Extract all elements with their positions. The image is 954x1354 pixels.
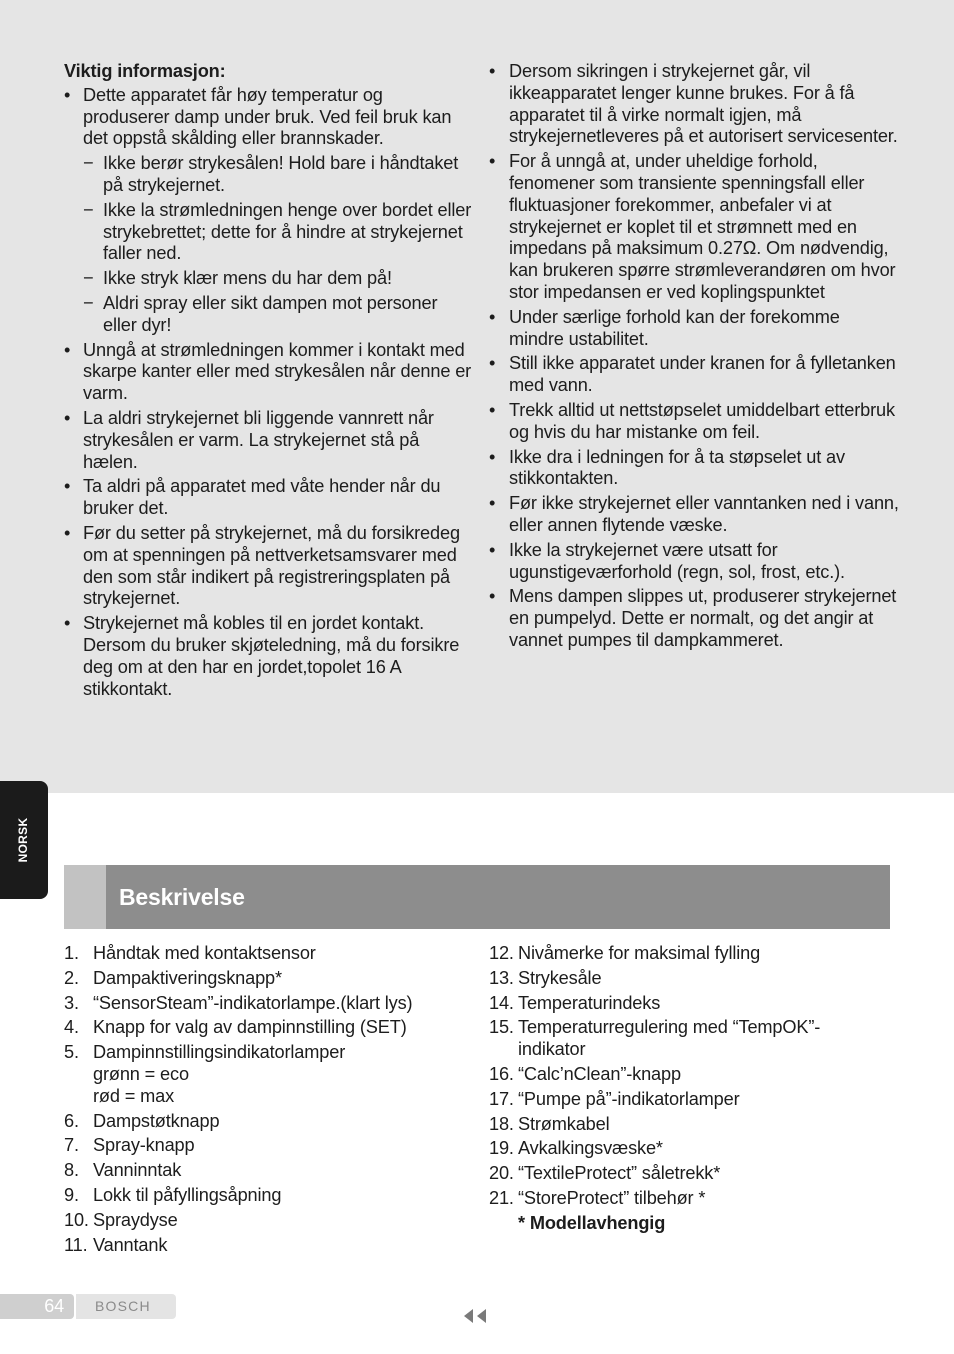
safety-subitem-text: Ikke berør strykesålen! Hold bare i håndtaket på strykejernet. <box>103 153 459 195</box>
bullet-mark: • <box>64 476 71 497</box>
part-label: Strykesåle <box>518 967 602 988</box>
parts-list-right <box>489 943 889 1210</box>
safety-list-left <box>64 85 474 701</box>
safety-item-text: Ikke dra i ledningen for å ta støpselet ut av stikkontakten. <box>509 446 845 489</box>
part-number: 18. <box>489 1113 514 1134</box>
bullet-mark: • <box>489 493 496 514</box>
safety-item-text: Dette apparatet får høy temperatur og produserer damp under bruk. Ved feil bruk kan det oppstå skålding eller brannskader. <box>83 84 452 149</box>
bullet-mark: • <box>489 151 496 172</box>
safety-item-text: Ikke la strykejernet være utsatt for ugunstigeværforhold (regn, sol, frost, etc.). <box>509 539 845 582</box>
part-item <box>64 968 474 990</box>
part-item <box>489 1163 889 1185</box>
safety-item <box>489 151 899 304</box>
part-number: 15. <box>489 1017 514 1038</box>
safety-subitem-text: Aldri spray eller sikt dampen mot personer eller dyr! <box>103 292 438 335</box>
part-number: 14. <box>489 992 514 1013</box>
part-label: “TextileProtect” såletrekk* <box>518 1163 721 1184</box>
bullet-mark: • <box>64 84 71 105</box>
safety-item <box>489 493 899 537</box>
section-title: Beskrivelse <box>119 884 245 910</box>
part-item <box>64 1210 474 1232</box>
part-label: “Pumpe på”-indikatorlamper <box>518 1088 740 1109</box>
part-label: “Calc’nClean”-knapp <box>518 1063 681 1084</box>
part-item <box>64 1185 474 1207</box>
safety-item <box>64 613 474 700</box>
part-label: Avkalkingsvæske* <box>518 1138 663 1159</box>
part-label: Dampstøtknapp <box>93 1110 220 1131</box>
part-item <box>489 1114 889 1136</box>
bullet-mark: • <box>489 539 496 560</box>
part-label: Knapp for valg av dampinnstilling (SET) <box>93 1017 407 1038</box>
part-number: 2. <box>64 967 79 988</box>
safety-item-text: Strykejernet må kobles til en jordet kontakt. Dersom du bruker skjøteledning, må du forsikre deg om at den har en jordet,topolet 16 A stikkontakt. <box>83 613 460 699</box>
bullet-mark: • <box>489 446 496 467</box>
part-label: indikator <box>518 1039 586 1060</box>
dash-mark: − <box>83 153 94 174</box>
part-label: Vanntank <box>93 1234 168 1255</box>
safety-item-text: Før du setter på strykejernet, må du forsikredeg om at spenningen på nettverketsamsvarer med den som står indikert på registreringsplaten på strykejernet. <box>83 522 460 609</box>
parts-list-left <box>64 943 474 1256</box>
bullet-mark: • <box>489 586 496 607</box>
part-number: 11. <box>64 1234 88 1255</box>
part-item <box>64 993 474 1015</box>
bullet-mark: • <box>64 613 71 634</box>
page-number-box <box>0 1294 74 1319</box>
page-number: 64 <box>44 1296 64 1316</box>
part-item <box>489 1089 889 1111</box>
double-left-arrow-icon[interactable] <box>462 1307 492 1325</box>
bullet-mark: • <box>489 353 496 374</box>
safety-item <box>489 307 899 351</box>
safety-subitem-text: Ikke la strømledningen henge over bordet eller strykebrettet; dette for å hindre at strykejernet faller ned. <box>103 199 472 264</box>
safety-item <box>489 447 899 491</box>
part-number: 3. <box>64 992 79 1013</box>
part-label: Spraydyse <box>93 1209 178 1230</box>
bullet-mark: • <box>64 407 71 428</box>
parts-column-left <box>64 943 474 1259</box>
safety-subitem <box>83 268 474 290</box>
dash-mark: − <box>83 292 94 313</box>
model-note: * Modellavhengig <box>518 1212 666 1233</box>
safety-item-text: Unngå at strømledningen kommer i kontakt med skarpe kanter eller med strykesålen når denne er varm. <box>83 339 472 404</box>
part-number: 17. <box>489 1088 514 1109</box>
dash-mark: − <box>83 268 94 289</box>
part-number: 1. <box>64 943 79 963</box>
safety-list-right <box>489 61 899 652</box>
bullet-mark: • <box>64 339 71 360</box>
safety-item-text: Dersom sikringen i strykejernet går, vil ikkeapparatet lenger kunne brukes. For å få apparatet til å virke normalt igjen, må strykejernetleveres på et autorisert servicesenter. <box>509 61 898 147</box>
part-number: 13. <box>489 967 514 988</box>
section-header <box>64 865 890 929</box>
part-label: Strømkabel <box>518 1113 610 1134</box>
part-item <box>64 1111 474 1133</box>
bullet-mark: • <box>489 61 496 81</box>
part-item <box>489 943 889 965</box>
part-number: 12. <box>489 943 514 963</box>
safety-item-text: Still ikke apparatet under kranen for å fylletanken med vann. <box>509 353 896 396</box>
part-label: Temperaturindeks <box>518 992 661 1013</box>
part-label: Vanninntak <box>93 1160 182 1181</box>
safety-item <box>489 586 899 651</box>
safety-column-right <box>489 61 899 655</box>
bullet-mark: • <box>489 306 496 327</box>
safety-column-left <box>64 61 474 703</box>
part-number: 5. <box>64 1042 79 1063</box>
safety-item-text: Før ikke strykejernet eller vanntanken ned i vann, eller annen flytende væske. <box>509 493 899 535</box>
safety-item <box>64 476 474 520</box>
part-number: 6. <box>64 1110 79 1131</box>
part-label: grønn = eco <box>93 1063 189 1084</box>
part-label: Temperaturregulering med “TempOK”- <box>518 1017 821 1038</box>
safety-item-text: Ta aldri på apparatet med våte hender når du bruker det. <box>83 476 441 519</box>
part-item <box>489 1017 889 1061</box>
safety-item-text: La aldri strykejernet bli liggende vannrett når strykesålen er varm. La strykejernet stå på hælen. <box>83 407 434 472</box>
safety-subitem <box>83 293 474 337</box>
part-number: 9. <box>64 1184 79 1205</box>
part-label: Nivåmerke for maksimal fylling <box>518 943 761 963</box>
safety-subitem <box>83 153 474 197</box>
safety-subitem-text: Ikke stryk klær mens du har dem på! <box>103 268 392 289</box>
part-number: 8. <box>64 1160 79 1181</box>
safety-item-text: Mens dampen slippes ut, produserer strykejernet en pumpelyd. Dette er normalt, og det angir at vannet pumpes til dampkammeret. <box>509 586 897 650</box>
part-number: 7. <box>64 1135 79 1156</box>
safety-item <box>489 400 899 444</box>
safety-item-text: For å unngå at, under uheldige forhold, fenomener som transiente spenningsfall eller fluktuasjoner forekommer, anbefaler vi at strykejernet er koplet til et strømnett med en impedans på maksimum 0.27Ω. Om nødvendig, kan brukeren spørre strømleverandøren om hvor stor impedansen er ved koplingspunktet <box>509 151 896 302</box>
part-item <box>64 943 474 965</box>
part-item <box>489 968 889 990</box>
part-number: 21. <box>489 1187 514 1208</box>
safety-heading: Viktig informasjon: <box>64 61 226 81</box>
part-item <box>489 993 889 1015</box>
safety-item <box>489 353 899 397</box>
safety-item-text: Under særlige forhold kan der forekomme mindre ustabilitet. <box>509 306 840 349</box>
part-label: rød = max <box>93 1085 175 1106</box>
part-label: Håndtak med kontaktsensor <box>93 943 316 963</box>
dash-mark: − <box>83 199 94 220</box>
part-item <box>64 1017 474 1039</box>
safety-subitem <box>83 200 474 265</box>
language-tab-label: NORSK <box>16 817 31 863</box>
safety-item <box>64 523 474 610</box>
part-label: Dampaktiveringsknapp* <box>93 967 282 988</box>
safety-item <box>489 540 899 584</box>
part-label: Lokk til påfyllingsåpning <box>93 1184 282 1205</box>
part-label: “SensorSteam”-indikatorlampe.(klart lys) <box>93 992 413 1013</box>
part-item <box>64 1042 474 1107</box>
safety-item-text: Trekk alltid ut nettstøpselet umiddelbart etterbruk og hvis du har mistanke om feil. <box>509 399 895 442</box>
part-label: Spray-knapp <box>93 1135 195 1156</box>
part-item <box>64 1135 474 1157</box>
part-item <box>64 1160 474 1182</box>
part-number: 20. <box>489 1163 514 1184</box>
part-number: 10. <box>64 1209 89 1230</box>
part-item <box>489 1138 889 1160</box>
brand-box <box>76 1294 176 1319</box>
safety-sublist <box>83 153 474 336</box>
part-item <box>64 1235 474 1257</box>
safety-item <box>64 408 474 473</box>
safety-item <box>64 340 474 405</box>
part-item <box>489 1064 889 1086</box>
part-label: Dampinnstillingsindikatorlamper <box>93 1042 346 1063</box>
part-item <box>489 1188 889 1210</box>
safety-item <box>64 85 474 337</box>
safety-item <box>489 61 899 148</box>
part-label: “StoreProtect” tilbehør * <box>518 1187 706 1208</box>
brand-name: BOSCH <box>95 1298 151 1314</box>
parts-column-right <box>489 943 889 1235</box>
part-number: 19. <box>489 1138 514 1159</box>
part-number: 16. <box>489 1063 514 1084</box>
bullet-mark: • <box>489 399 496 420</box>
part-number: 4. <box>64 1017 79 1038</box>
bullet-mark: • <box>64 522 71 543</box>
section-header-accent <box>64 865 106 929</box>
